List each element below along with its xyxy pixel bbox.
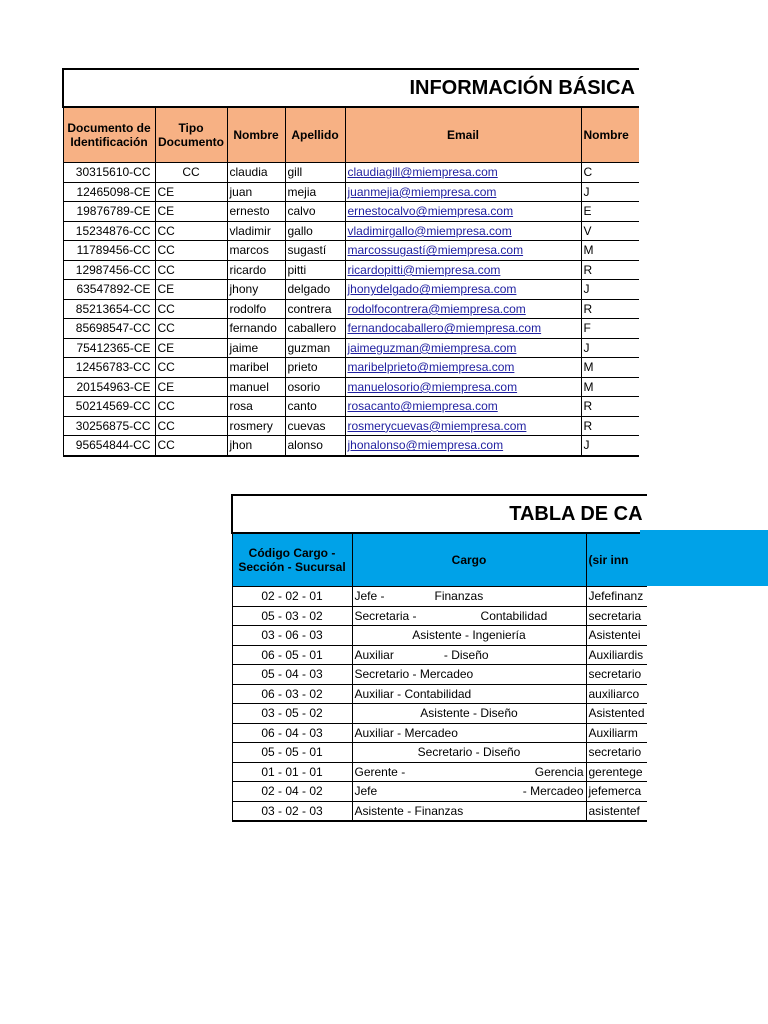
cell-codigo[interactable]: 06 - 03 - 02 [232,684,352,704]
cell-apellido[interactable]: alonso [285,436,345,456]
cargo-part: Finanzas [434,589,484,604]
cell-email[interactable] [345,338,581,358]
cargo-part: Asistente - Finanzas [354,803,464,818]
table-row [63,338,639,358]
email-link[interactable]: manuelosorio@miempresa.com [347,379,518,394]
cell-email[interactable] [345,436,581,456]
header-apellido[interactable]: Apellido [285,107,345,163]
cell-cargo[interactable] [352,606,586,626]
cell-cargo-limpio[interactable]: jefemerca [586,782,647,802]
cell-nombre[interactable]: ricardo [227,260,285,280]
email-link[interactable]: fernandocaballero@miempresa.com [347,321,542,336]
cell-tipo[interactable]: CC [155,221,227,241]
table-row [63,280,639,300]
cell-cargo[interactable] [352,723,586,743]
cell-nombre[interactable]: manuel [227,377,285,397]
cell-cargo-limpio[interactable]: Auxiliarm [586,723,647,743]
cell-documento[interactable]: 30256875-CC [63,416,155,436]
cell-email[interactable] [345,299,581,319]
cargo-part: Secretario - Diseño [417,745,521,760]
cell-nombre[interactable]: vladimir [227,221,285,241]
cargo-part: Gerente - [354,764,406,779]
cell-codigo[interactable]: 01 - 01 - 01 [232,762,352,782]
email-link[interactable]: ernestocalvo@miempresa.com [347,204,514,219]
cell-cargo-limpio[interactable]: Asistented [586,704,647,724]
cell-documento[interactable]: 20154963-CE [63,377,155,397]
cell-cargo[interactable] [352,743,586,763]
cell-apellido[interactable]: sugastí [285,241,345,261]
cell-cargo-limpio[interactable]: secretaria [586,606,647,626]
header-codigo[interactable]: Código Cargo - Sección - Sucursal [232,533,352,587]
cell-documento[interactable]: 12465098-CE [63,182,155,202]
cell-tipo[interactable]: CC [155,241,227,261]
cell-apellido[interactable]: gallo [285,221,345,241]
cell-inicial[interactable]: J [581,280,639,300]
cell-inicial[interactable]: C [581,163,639,183]
header-nombre-2[interactable]: Nombre [581,107,639,163]
table-row [63,416,639,436]
email-link[interactable]: claudiagill@miempresa.com [347,165,498,180]
cell-inicial[interactable]: R [581,260,639,280]
table-row [232,801,647,821]
cell-inicial[interactable]: E [581,202,639,222]
cell-apellido[interactable]: calvo [285,202,345,222]
cell-inicial[interactable]: F [581,319,639,339]
cell-cargo[interactable] [352,626,586,646]
table-row [63,377,639,397]
cell-documento[interactable]: 30315610-CC [63,163,155,183]
cell-tipo[interactable]: CC [155,319,227,339]
blue-header-fill [640,530,768,586]
cell-tipo[interactable]: CE [155,377,227,397]
cargo-part: Auxiliar - Contabilidad [354,686,472,701]
cell-inicial[interactable]: J [581,182,639,202]
email-link[interactable]: juanmejia@miempresa.com [347,184,497,199]
cell-codigo[interactable]: 03 - 05 - 02 [232,704,352,724]
cargo-part: Gerencia [534,764,584,779]
cell-apellido[interactable]: osorio [285,377,345,397]
cell-codigo[interactable]: 06 - 04 - 03 [232,723,352,743]
cell-nombre[interactable]: jhon [227,436,285,456]
cell-nombre[interactable]: rosa [227,397,285,417]
email-link[interactable]: vladimirgallo@miempresa.com [347,223,512,238]
cell-email[interactable] [345,358,581,378]
cell-tipo[interactable]: CC [155,358,227,378]
table-row [63,163,639,183]
email-link[interactable]: maribelprieto@miempresa.com [347,360,515,375]
cell-email[interactable] [345,416,581,436]
cell-nombre[interactable]: jaime [227,338,285,358]
cargo-table-title: TABLA DE CA [232,495,647,533]
cell-apellido[interactable]: canto [285,397,345,417]
table-row [63,358,639,378]
cargo-part: Jefe - [354,589,385,604]
cell-codigo[interactable]: 02 - 04 - 02 [232,782,352,802]
cell-cargo[interactable] [352,665,586,685]
cell-nombre[interactable]: claudia [227,163,285,183]
cell-inicial[interactable]: J [581,436,639,456]
cell-email[interactable] [345,319,581,339]
cell-nombre[interactable]: rodolfo [227,299,285,319]
cell-tipo[interactable]: CC [155,397,227,417]
table-row [63,241,639,261]
basic-info-header-row [63,107,639,163]
cell-codigo[interactable]: 03 - 02 - 03 [232,801,352,821]
header-cargo[interactable]: Cargo [352,533,586,587]
cell-cargo-limpio[interactable]: asistentef [586,801,647,821]
cell-codigo[interactable]: 05 - 05 - 01 [232,743,352,763]
cell-tipo[interactable]: CC [155,163,227,183]
cell-cargo-limpio[interactable]: secretario [586,743,647,763]
cell-nombre[interactable]: maribel [227,358,285,378]
cargo-header-row [232,533,647,587]
cell-nombre[interactable]: fernando [227,319,285,339]
table-row [63,436,639,456]
header-sin-innecesarios[interactable]: (sir inn [586,533,647,587]
cargo-table [231,494,647,822]
table-row [232,645,647,665]
cell-apellido[interactable]: caballero [285,319,345,339]
cell-tipo[interactable]: CC [155,299,227,319]
cell-tipo[interactable]: CE [155,202,227,222]
cell-nombre[interactable]: marcos [227,241,285,261]
cell-email[interactable] [345,221,581,241]
cell-inicial[interactable]: V [581,221,639,241]
table-row [232,587,647,607]
cell-nombre[interactable]: juan [227,182,285,202]
email-link[interactable]: rosacanto@miempresa.com [347,399,498,414]
cell-documento[interactable]: 85698547-CC [63,319,155,339]
cell-documento[interactable]: 63547892-CE [63,280,155,300]
basic-info-title: INFORMACIÓN BÁSICA [63,69,639,107]
cell-tipo[interactable]: CC [155,416,227,436]
table-row [232,665,647,685]
table-row [232,704,647,724]
cargo-part: - Mercadeo [522,784,584,799]
email-link[interactable]: ricardopitti@miempresa.com [347,262,501,277]
cell-email[interactable] [345,280,581,300]
cell-nombre[interactable]: jhony [227,280,285,300]
basic-info-table [62,68,639,457]
cargo-part: Jefe [354,784,378,799]
cell-tipo[interactable]: CE [155,280,227,300]
table-row [232,723,647,743]
cell-email[interactable] [345,202,581,222]
cargo-part: Secretaria - [354,608,417,623]
cargo-part: Auxiliar - Mercadeo [354,725,458,740]
table-row [63,221,639,241]
cell-tipo[interactable]: CC [155,260,227,280]
cell-tipo[interactable]: CC [155,436,227,456]
cell-apellido[interactable]: guzman [285,338,345,358]
cell-inicial[interactable]: M [581,241,639,261]
cargo-part: Contabilidad [480,608,548,623]
cargo-part: Auxiliar [354,647,394,662]
table-row [63,397,639,417]
cell-apellido[interactable]: prieto [285,358,345,378]
email-link[interactable]: marcossugastí@miempresa.com [347,243,524,258]
table-row [232,782,647,802]
cell-codigo[interactable]: 02 - 02 - 01 [232,587,352,607]
header-documento[interactable]: Documento de Identificación [63,107,155,163]
cell-tipo[interactable]: CE [155,182,227,202]
table-row [232,743,647,763]
cell-documento[interactable]: 11789456-CC [63,241,155,261]
cargo-part: - Diseño [443,647,489,662]
table-row [232,762,647,782]
cell-tipo[interactable]: CE [155,338,227,358]
cell-documento[interactable]: 85213654-CC [63,299,155,319]
header-nombre[interactable]: Nombre [227,107,285,163]
cell-cargo[interactable] [352,704,586,724]
cell-cargo-limpio[interactable]: secretario [586,665,647,685]
table-row [63,260,639,280]
cell-email[interactable] [345,182,581,202]
cell-cargo[interactable] [352,782,586,802]
cargo-part: Asistente - Diseño [420,706,518,721]
cell-inicial[interactable]: M [581,377,639,397]
cell-codigo[interactable]: 06 - 05 - 01 [232,645,352,665]
cell-documento[interactable]: 12987456-CC [63,260,155,280]
cell-codigo[interactable]: 03 - 06 - 03 [232,626,352,646]
cell-inicial[interactable]: R [581,397,639,417]
cell-inicial[interactable]: R [581,299,639,319]
cell-inicial[interactable]: R [581,416,639,436]
cell-apellido[interactable]: pitti [285,260,345,280]
table-row [63,299,639,319]
cell-apellido[interactable]: gill [285,163,345,183]
cell-cargo[interactable] [352,587,586,607]
cell-cargo-limpio[interactable]: auxiliarco [586,684,647,704]
cell-documento[interactable]: 75412365-CE [63,338,155,358]
header-tipo-documento[interactable]: Tipo Documento [155,107,227,163]
email-link[interactable]: jhonalonso@miempresa.com [347,438,504,453]
cell-apellido[interactable]: mejia [285,182,345,202]
cell-documento[interactable]: 15234876-CC [63,221,155,241]
table-row [63,319,639,339]
cell-cargo[interactable] [352,684,586,704]
cell-email[interactable] [345,397,581,417]
cell-cargo-limpio[interactable]: Auxiliardis [586,645,647,665]
table-row [232,684,647,704]
cell-cargo[interactable] [352,762,586,782]
cell-apellido[interactable]: cuevas [285,416,345,436]
table-row [63,202,639,222]
table-row [63,182,639,202]
email-link[interactable]: jaimeguzman@miempresa.com [347,340,517,355]
cell-documento[interactable]: 50214569-CC [63,397,155,417]
cell-email[interactable] [345,260,581,280]
header-email[interactable]: Email [345,107,581,163]
cell-cargo[interactable] [352,801,586,821]
cell-nombre[interactable]: ernesto [227,202,285,222]
cargo-part: Asistente - Ingeniería [412,628,526,643]
cell-cargo[interactable] [352,645,586,665]
cell-codigo[interactable]: 05 - 04 - 03 [232,665,352,685]
email-link[interactable]: rodolfocontrera@miempresa.com [347,301,526,316]
email-link[interactable]: rosmerycuevas@miempresa.com [347,418,527,433]
cell-email[interactable] [345,163,581,183]
cell-documento[interactable]: 12456783-CC [63,358,155,378]
cell-cargo-limpio[interactable]: gerentege [586,762,647,782]
cell-apellido[interactable]: contrera [285,299,345,319]
cell-cargo-limpio[interactable]: Asistentei [586,626,647,646]
cell-apellido[interactable]: delgado [285,280,345,300]
table-row [232,626,647,646]
cell-inicial[interactable]: J [581,338,639,358]
table-row [232,606,647,626]
cell-documento[interactable]: 19876789-CE [63,202,155,222]
cargo-part: Secretario - Mercadeo [354,667,474,682]
cell-email[interactable] [345,377,581,397]
cell-email[interactable] [345,241,581,261]
email-link[interactable]: jhonydelgado@miempresa.com [347,282,517,297]
cell-documento[interactable]: 95654844-CC [63,436,155,456]
cell-cargo-limpio[interactable]: Jefefinanz [586,587,647,607]
cell-inicial[interactable]: M [581,358,639,378]
cell-codigo[interactable]: 05 - 03 - 02 [232,606,352,626]
cell-nombre[interactable]: rosmery [227,416,285,436]
